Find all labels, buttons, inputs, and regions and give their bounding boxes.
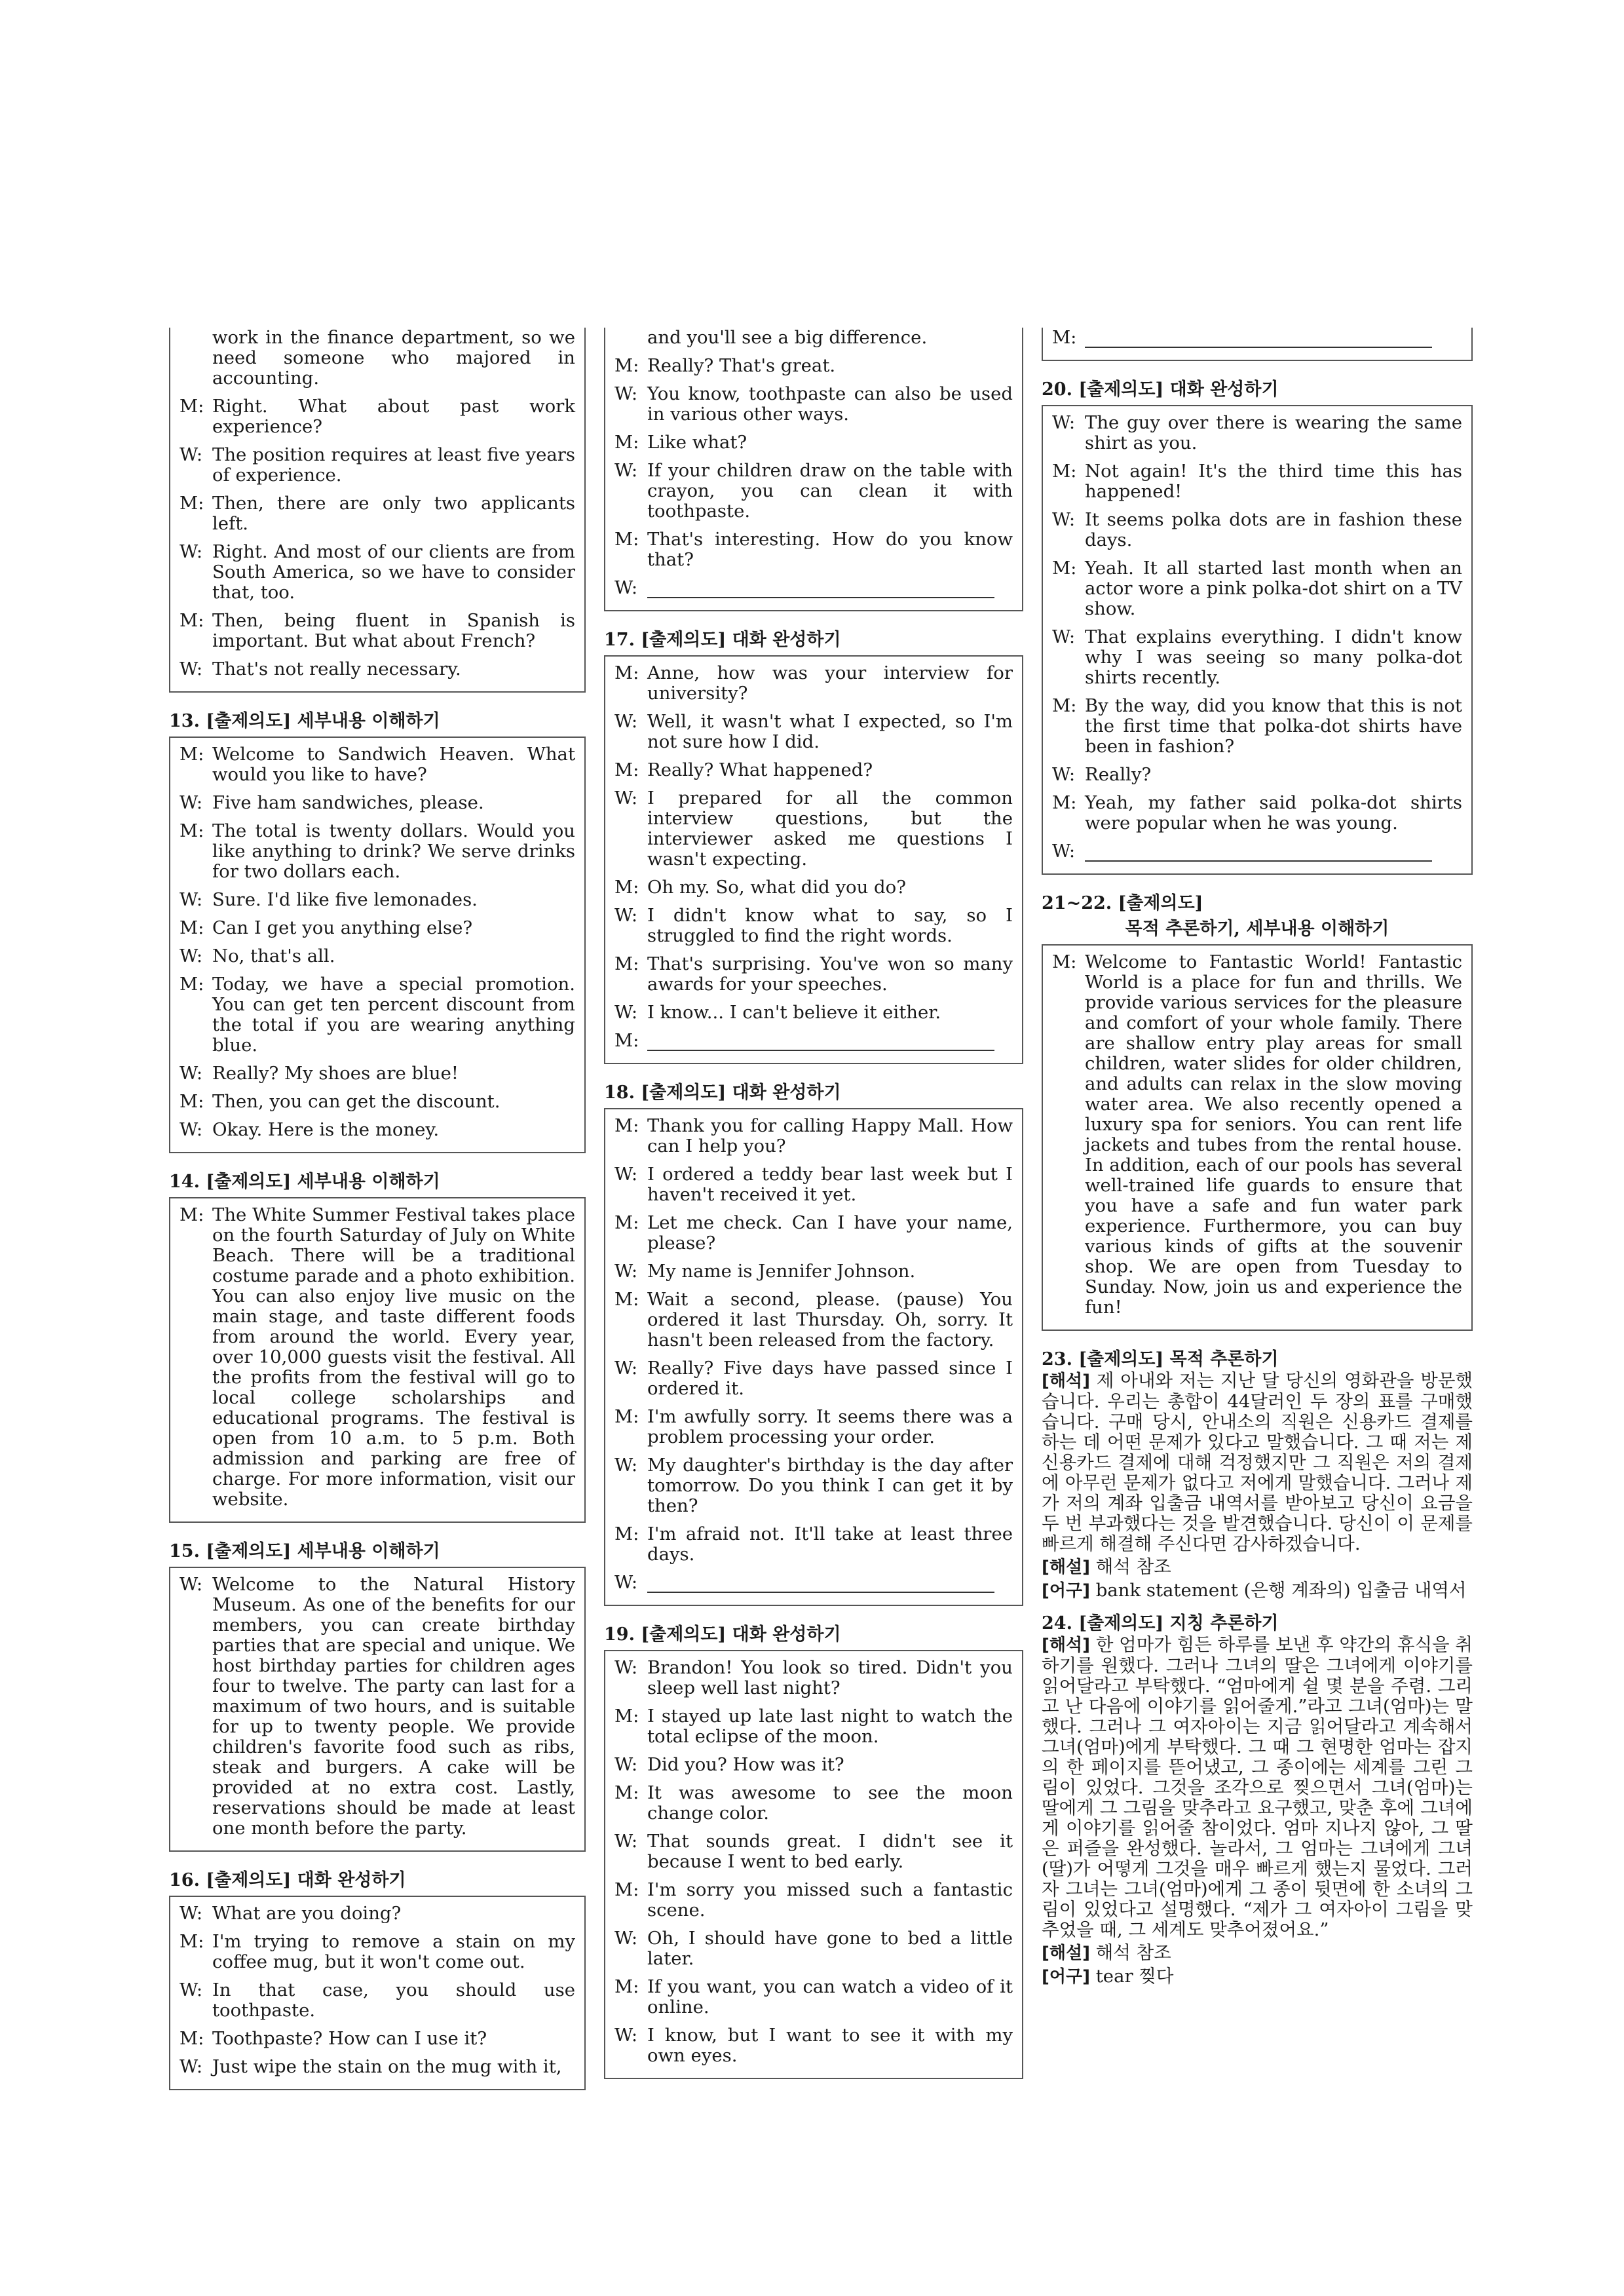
dialogue-box (1042, 944, 1473, 1331)
dialogue-text: I know... I can't believe it either. (647, 1002, 941, 1023)
dialogue-line (614, 1213, 1013, 1253)
dialogue-text: I know, but I want to see it with my own eyes. (647, 2025, 1013, 2066)
dialogue-text: You know, toothpaste can also be used in various other ways. (647, 383, 1013, 425)
question-section (604, 630, 1023, 1064)
dialogue-line (614, 1880, 1013, 1921)
dialogue-line (614, 1358, 1013, 1399)
dialogue-text: I prepared for all the common interview questions, but the interviewer asked me questions I wasn't expecting. (647, 788, 1013, 870)
dialogue-line (614, 1407, 1013, 1447)
speaker-label: W: (614, 383, 638, 404)
dialogue-line (179, 2057, 575, 2077)
section-title: 15. [출제의도] 세부내용 이해하기 (169, 1541, 440, 1561)
speaker-label: W: (179, 1903, 203, 1924)
section-title: 16. [출제의도] 대화 완성하기 (169, 1870, 406, 1890)
dialogue-box (169, 1567, 586, 1852)
dialogue-text: What are you doing? (212, 1903, 402, 1924)
speaker-label: W: (179, 1119, 203, 1140)
explanation-paragraph (1042, 1943, 1473, 1964)
dialogue-text: I didn't know what to say, so I struggled to find the right words. (647, 905, 1013, 946)
dialogue-line (614, 663, 1013, 704)
speaker-label: M: (179, 820, 204, 841)
dialogue-text: My name is Jennifer Johnson. (647, 1261, 916, 1282)
vocabulary-paragraph (1042, 1966, 1473, 1987)
speaker-label: M: (614, 1879, 639, 1900)
dialogue-text: Brandon! You look so tired. Didn't you sleep well last night? (647, 1657, 1013, 1698)
dialogue-text: Well, it wasn't what I expected, so I'm not sure how I did. (647, 711, 1013, 752)
speaker-label: M: (179, 1091, 204, 1112)
question-section (169, 1541, 586, 1852)
dialogue-text: It was awesome to see the moon change color. (647, 1782, 1013, 1824)
dialogue-text (1085, 328, 1462, 348)
dialogue-text: Can I get you anything else? (212, 917, 473, 938)
dialogue-line (614, 877, 1013, 898)
speaker-label: M: (1052, 461, 1077, 482)
dialogue-line (614, 1455, 1013, 1516)
question-section (169, 711, 586, 1153)
dialogue-line (614, 1573, 1013, 1593)
dialogue-text: Just wipe the stain on the mug with it, (212, 2056, 562, 2077)
speaker-label: M: (179, 917, 204, 938)
speaker-label: M: (614, 877, 639, 898)
section-24 (1042, 1613, 1473, 1987)
speaker-label: M: (614, 1115, 639, 1136)
answer-blank (647, 1034, 994, 1051)
speaker-label (179, 328, 212, 389)
section-title: 21~22. [출제의도] (1042, 893, 1203, 913)
dialogue-line (179, 1932, 575, 1972)
dialogue-line (614, 1706, 1013, 1747)
dialogue-text: That sounds great. I didn't see it because I went to bed early. (647, 1831, 1013, 1872)
dialogue-text (647, 578, 1013, 598)
dialogue-text: The White Summer Festival takes place on the fourth Saturday of July on White Beach. There will be a traditional costume parade and a photo exhibition. You can also enjoy live music on the main stage, and taste different foods from around the world. Every year, over 10,000 guests visit the festival. All the profits from the festival will go to local college scholarships and educational programs. The festival is open from 10 a.m. to 5 p.m. Both admission and parking are free of charge. For more information, visit our website. (212, 1204, 575, 1510)
dialogue-line (614, 1977, 1013, 2018)
dialogue-text: Okay. Here is the money. (212, 1119, 440, 1140)
dialogue-text: Welcome to the Natural History Museum. As one of the benefits for our members, you can create birthday parties that are special and unique. We host birthday parties for children ages four to twelve. The party can last for a maximum of two hours, and is suitable for up to twenty people. We provide children's favorite food such as ribs, steak and burgers. A cake will be provided at no extra cost. Lastly, reservations should be made at least one month before the party. (212, 1574, 575, 1839)
speaker-label: M: (179, 493, 204, 514)
dialogue-box-19-continued (1042, 328, 1473, 361)
dialogue-text: Really? What happened? (647, 759, 873, 780)
col2-sections (604, 630, 1023, 2079)
dialogue-text: Not again! It's the third time this has happened! (1085, 461, 1462, 502)
dialogue-text: That's surprising. You've won so many awards for your speeches. (647, 953, 1013, 995)
speaker-label: M: (614, 1782, 639, 1803)
section-title: 14. [출제의도] 세부내용 이해하기 (169, 1172, 440, 1192)
vocabulary-text: bank statement (은행 계좌의) 입출금 내역서 (1095, 1580, 1467, 1601)
dialogue-line (179, 1205, 575, 1510)
speaker-label: W: (179, 1063, 203, 1084)
dialogue-line (614, 954, 1013, 995)
dialogue-line (179, 793, 575, 813)
speaker-label: M: (614, 1212, 639, 1233)
question-section (169, 1172, 586, 1523)
dialogue-line (1052, 793, 1462, 833)
speaker-label: W: (614, 1455, 638, 1476)
speaker-label: W: (614, 1358, 638, 1379)
column-1 (169, 328, 586, 2109)
dialogue-line (614, 712, 1013, 752)
speaker-label: W: (614, 460, 638, 481)
speaker-label: M: (614, 529, 639, 550)
dialogue-line (614, 1783, 1013, 1824)
column-3 (1042, 328, 1473, 2006)
column-2 (604, 328, 1023, 2097)
speaker-label: W: (1052, 764, 1076, 785)
dialogue-text: By the way, did you know that this is not the first time that polka-dot shirts have been in fashion? (1085, 695, 1462, 757)
speaker-label: W: (614, 788, 638, 809)
dialogue-line (179, 328, 575, 389)
speaker-label: M: (1052, 558, 1077, 579)
dialogue-text: Today, we have a special promotion. You can get ten percent discount from the total if you are wearing anything blue. (212, 974, 575, 1056)
dialogue-line (614, 1290, 1013, 1350)
speaker-label: M: (614, 355, 639, 376)
speaker-label: W: (614, 1928, 638, 1949)
dialogue-line (179, 542, 575, 603)
dialogue-text: Right. And most of our clients are from South America, so we have to consider that, too. (212, 541, 575, 603)
dialogue-line (614, 1003, 1013, 1023)
dialogue-box-12-continued (169, 328, 586, 693)
dialogue-text: Really? (1085, 764, 1152, 785)
speaker-label: M: (179, 610, 204, 631)
dialogue-text: Anne, how was your interview for university? (647, 662, 1013, 704)
translation-tag: [해석] (1042, 1371, 1090, 1391)
speaker-label: W: (179, 889, 203, 910)
speaker-label: W: (179, 444, 203, 465)
dialogue-box (604, 655, 1023, 1064)
dialogue-line (179, 918, 575, 938)
section-title: 23. [출제의도] 목적 추론하기 (1042, 1349, 1279, 1369)
dialogue-line (614, 1755, 1013, 1775)
dialogue-line (614, 1831, 1013, 1872)
section-title: 19. [출제의도] 대화 완성하기 (604, 1624, 841, 1645)
speaker-label: M: (179, 1204, 204, 1225)
speaker-label: W: (614, 577, 638, 598)
speaker-label: M: (614, 1706, 639, 1727)
translation-paragraph (1042, 1635, 1473, 1940)
dialogue-line (179, 1904, 575, 1924)
dialogue-text (647, 1573, 1013, 1593)
dialogue-line (614, 2025, 1013, 2066)
speaker-label: W: (614, 1831, 638, 1852)
dialogue-line (179, 744, 575, 785)
section-21-22 (1042, 893, 1473, 1331)
dialogue-line (614, 1031, 1013, 1051)
vocabulary-paragraph (1042, 1580, 1473, 1601)
dialogue-text: That explains everything. I didn't know why I was seeing so many polka-dot shirts recently. (1085, 626, 1462, 688)
dialogue-line (1052, 510, 1462, 550)
dialogue-text: No, that's all. (212, 946, 335, 966)
speaker-label: W: (179, 1574, 203, 1595)
speaker-label: M: (1052, 951, 1077, 972)
dialogue-text: Welcome to Sandwich Heaven. What would you like to have? (212, 744, 575, 785)
answer-blank (1085, 845, 1432, 862)
speaker-label: W: (179, 541, 203, 562)
dialogue-text: The guy over there is wearing the same shirt as you. (1085, 412, 1462, 453)
dialogue-line (614, 529, 1013, 570)
dialogue-line (614, 1116, 1013, 1157)
dialogue-text: Really? Five days have passed since I ordered it. (647, 1358, 1013, 1399)
dialogue-text: Right. What about past work experience? (212, 396, 575, 437)
dialogue-line (614, 461, 1013, 522)
speaker-label: M: (614, 432, 639, 453)
speaker-label: M: (1052, 327, 1077, 348)
dialogue-line (1052, 765, 1462, 785)
dialogue-text: I stayed up late last night to watch the total eclipse of the moon. (647, 1706, 1013, 1747)
dialogue-text: work in the finance department, so we need someone who majored in accounting. (212, 327, 575, 389)
dialogue-line (1052, 696, 1462, 757)
dialogue-text: Really? That's great. (647, 355, 836, 376)
dialogue-line (614, 356, 1013, 376)
answer-blank (647, 1576, 994, 1593)
dialogue-line (1052, 952, 1462, 1318)
speaker-label: W: (614, 1657, 638, 1678)
explanation-text: 해석 참조 (1095, 1556, 1171, 1577)
speaker-label: M: (1052, 792, 1077, 813)
vocabulary-tag: [어구] (1042, 1967, 1090, 1987)
dialogue-line (179, 493, 575, 534)
speaker-label: M: (614, 1030, 639, 1051)
explanation-text: 해석 참조 (1095, 1942, 1171, 1963)
dialogue-line (614, 906, 1013, 946)
speaker-label: W: (1052, 841, 1076, 862)
section-23 (1042, 1349, 1473, 1601)
dialogue-text: Like what? (647, 432, 747, 453)
explanation-tag: [해설] (1042, 1558, 1090, 1577)
speaker-label: M: (179, 744, 204, 765)
speaker-label: W: (614, 1572, 638, 1593)
dialogue-text (1085, 841, 1462, 862)
dialogue-line (179, 2029, 575, 2049)
dialogue-line (179, 821, 575, 882)
dialogue-line (179, 946, 575, 966)
dialogue-text: Did you? How was it? (647, 1754, 844, 1775)
speaker-label: W: (1052, 509, 1076, 530)
dialogue-text (647, 1031, 1013, 1051)
dialogue-text: Sure. I'd like five lemonades. (212, 889, 478, 910)
question-section (604, 1082, 1023, 1606)
speaker-label: M: (614, 1406, 639, 1427)
speaker-label: M: (614, 662, 639, 683)
dialogue-text: Let me check. Can I have your name, please? (647, 1212, 1013, 1253)
speaker-label: W: (614, 905, 638, 926)
dialogue-text: I'm trying to remove a stain on my coffee mug, but it won't come out. (212, 1931, 575, 1972)
question-section (169, 1870, 586, 2090)
dialogue-text: My daughter's birthday is the day after tomorrow. Do you think I can get it by then? (647, 1455, 1013, 1516)
dialogue-line (614, 432, 1013, 453)
dialogue-line (179, 1980, 575, 2021)
speaker-label: W: (179, 792, 203, 813)
dialogue-text: If you want, you can watch a video of it online. (647, 1976, 1013, 2018)
speaker-label: W: (614, 1164, 638, 1185)
dialogue-line (179, 611, 575, 651)
dialogue-text: Oh, I should have gone to bed a little later. (647, 1928, 1013, 1969)
dialogue-line (614, 1658, 1013, 1698)
dialogue-line (614, 1164, 1013, 1205)
dialogue-line (1052, 558, 1462, 619)
explanation-tag: [해설] (1042, 1943, 1090, 1963)
dialogue-text: The total is twenty dollars. Would you like anything to drink? We serve drinks for two dollars each. (212, 820, 575, 882)
translation-text: 한 엄마가 힘든 하루를 보낸 후 약간의 휴식을 취하기를 원했다. 그러나 그녀의 딸은 그녀에게 이야기를 읽어달라고 부탁했다. “엄마에게 쉴 몇 분을 주렴. 그리고 난 다음에 이야기를 읽어줄게.”라고 그녀(엄마)는 말했다. 그러나 그 여자아이는 지금 읽어달라고 계속해서 그녀(엄마)에게 부탁했다. 그 때 그 현명한 엄마는 잡지의 한 페이지를 뜯어냈고, 그 종이에는 세계를 그린 그림이 있었다. 그것을 조각으로 찢으면서 그녀(엄마)는 딸에게 그 그림을 맞추라고 요구했고, 맞춘 후에 그녀에게 이야기를 읽어줄 참이었다. 엄마 지나지 않아, 그 딸은 퍼즐을 완성했다. 놀라서, 그 엄마는 그녀에게 그녀(딸)가 어떻게 그것을 매우 빠르게 했는지 물었다. 그러자 그녀는 그녀(엄마)에게 그 종이 뒷면에 한 소녀의 그림이 있었다고 설명했다. “제가 그 여자아이 그림을 맞추었을 때, 그 세계도 맞추어졌어요.” (1042, 1634, 1473, 1940)
dialogue-line (1052, 461, 1462, 502)
translation-paragraph (1042, 1371, 1473, 1554)
dialogue-text: Really? My shoes are blue! (212, 1063, 459, 1084)
speaker-label: W: (614, 1261, 638, 1282)
dialogue-line (179, 1063, 575, 1084)
dialogue-text: Wait a second, please. (pause) You ordered it last Thursday. Oh, sorry. It hasn't been released from the factory. (647, 1289, 1013, 1350)
speaker-label: W: (1052, 412, 1076, 433)
dialogue-line (614, 1524, 1013, 1565)
speaker-label: M: (614, 953, 639, 974)
dialogue-box (1042, 405, 1473, 875)
dialogue-line (1052, 627, 1462, 688)
dialogue-text: I'm awfully sorry. It seems there was a problem processing your order. (647, 1406, 1013, 1447)
dialogue-text: I ordered a teddy bear last week but I haven't received it yet. (647, 1164, 1013, 1205)
dialogue-line (179, 1120, 575, 1140)
vocabulary-tag: [어구] (1042, 1581, 1090, 1601)
section-subtitle: 목적 추론하기, 세부내용 이해하기 (1125, 919, 1389, 939)
dialogue-line (614, 1261, 1013, 1282)
section-title: 24. [출제의도] 지칭 추론하기 (1042, 1613, 1279, 1634)
dialogue-text: The position requires at least five years of experience. (212, 444, 575, 486)
speaker-label: M: (614, 759, 639, 780)
dialogue-text: It seems polka dots are in fashion these days. (1085, 509, 1462, 550)
dialogue-line (614, 1928, 1013, 1969)
dialogue-box (169, 737, 586, 1153)
dialogue-text: and you'll see a big difference. (647, 327, 928, 348)
dialogue-text: Yeah. It all started last month when an actor wore a pink polka-dot shirt on a TV show. (1085, 558, 1462, 619)
dialogue-box (169, 1197, 586, 1523)
question-section (1042, 379, 1473, 875)
dialogue-text: I'm afraid not. It'll take at least three days. (647, 1523, 1013, 1565)
answer-blank (1085, 331, 1432, 348)
section-title: 13. [출제의도] 세부내용 이해하기 (169, 711, 440, 731)
dialogue-text: That's not really necessary. (212, 659, 461, 679)
speaker-label: M: (614, 1523, 639, 1544)
col3-sections (1042, 379, 1473, 875)
speaker-label: M: (179, 1931, 204, 1952)
section-title: 17. [출제의도] 대화 완성하기 (604, 630, 841, 650)
speaker-label: W: (1052, 626, 1076, 647)
vocabulary-text: tear 찢다 (1095, 1966, 1174, 1987)
dialogue-line (614, 384, 1013, 425)
dialogue-line (179, 1092, 575, 1112)
dialogue-line (179, 396, 575, 437)
dialogue-line (614, 788, 1013, 870)
speaker-label: W: (614, 1002, 638, 1023)
dialogue-box (604, 1650, 1023, 2079)
speaker-label: M: (614, 1289, 639, 1310)
dialogue-line (179, 974, 575, 1056)
speaker-label: W: (614, 2025, 638, 2046)
explanation-paragraph (1042, 1557, 1473, 1578)
dialogue-line (1052, 328, 1462, 348)
dialogue-line (1052, 841, 1462, 862)
dialogue-text: Thank you for calling Happy Mall. How can I help you? (647, 1115, 1013, 1157)
speaker-label: W: (614, 711, 638, 732)
dialogue-line (614, 328, 1013, 348)
speaker-label: M: (1052, 695, 1077, 716)
dialogue-text: If your children draw on the table with crayon, you can clean it with toothpaste. (647, 460, 1013, 522)
dialogue-line (614, 578, 1013, 598)
speaker-label (614, 328, 647, 348)
dialogue-text: Then, you can get the discount. (212, 1091, 500, 1112)
dialogue-text: Then, there are only two applicants left. (212, 493, 575, 534)
dialogue-text: Then, being fluent in Spanish is important. But what about French? (212, 610, 575, 651)
section-title: 18. [출제의도] 대화 완성하기 (604, 1082, 841, 1103)
speaker-label: M: (179, 974, 204, 995)
dialogue-text: Yeah, my father said polka-dot shirts were popular when he was young. (1085, 792, 1462, 833)
translation-tag: [해석] (1042, 1636, 1090, 1655)
col1-sections (169, 711, 586, 2090)
dialogue-text: In that case, you should use toothpaste. (212, 1980, 575, 2021)
dialogue-text: I'm sorry you missed such a fantastic scene. (647, 1879, 1013, 1921)
speaker-label: M: (179, 2028, 204, 2049)
speaker-label: W: (179, 659, 203, 679)
dialogue-line (614, 760, 1013, 780)
dialogue-text: Oh my. So, what did you do? (647, 877, 906, 898)
dialogue-text: Five ham sandwiches, please. (212, 792, 484, 813)
section-title: 20. [출제의도] 대화 완성하기 (1042, 379, 1279, 400)
question-section (604, 1624, 1023, 2079)
speaker-label: M: (179, 396, 204, 417)
dialogue-text: Welcome to Fantastic World! Fantastic World is a place for fun and thrills. We provide various services for the pleasure and comfort of your whole family. There are shallow entry play areas for small children, water slides for older children, and adults can relax in the slow moving water area. We also recently opened a luxury spa for seniors. You can rent life jackets and tubes from the rental house. In addition, each of our pools has several well-trained life guards to ensure that you have a safe and fun water park experience. Furthermore, you can buy various kinds of gifts at the souvenir shop. We are open from Tuesday to Sunday. Now, join us and experience the fun! (1085, 951, 1462, 1318)
dialogue-box (604, 1108, 1023, 1606)
dialogue-box-16-continued (604, 328, 1023, 611)
dialogue-text: Toothpaste? How can I use it? (212, 2028, 487, 2049)
dialogue-line (179, 1575, 575, 1839)
speaker-label: W: (179, 1980, 203, 2000)
dialogue-box (169, 1896, 586, 2090)
answer-blank (647, 581, 994, 598)
translation-text: 제 아내와 저는 지난 달 당신의 영화관을 방문했습니다. 우리는 총합이 44달러인 두 장의 표를 구매했습니다. 구매 당시, 안내소의 직원은 신용카드 결제를 하는 데 어떤 문제가 있다고 말했습니다. 그 때 저는 제 신용카드 결제에 대해 걱정했지만 그 직원은 저의 결제에 아무런 문제가 없다고 저에게 말했습니다. 그러나 제가 저의 계좌 입출금 내역서를 받아보고 당신이 요금을 두 번 부과했다는 것을 발견했습니다. 당신이 이 문제를 빠르게 해결해 주신다면 감사하겠습니다. (1042, 1370, 1473, 1554)
dialogue-line (179, 445, 575, 486)
speaker-label: W: (179, 2056, 203, 2077)
dialogue-text: That's interesting. How do you know that? (647, 529, 1013, 570)
dialogue-line (179, 890, 575, 910)
dialogue-line (179, 659, 575, 679)
speaker-label: W: (614, 1754, 638, 1775)
speaker-label: W: (179, 946, 203, 966)
speaker-label: M: (614, 1976, 639, 1997)
dialogue-line (1052, 413, 1462, 453)
